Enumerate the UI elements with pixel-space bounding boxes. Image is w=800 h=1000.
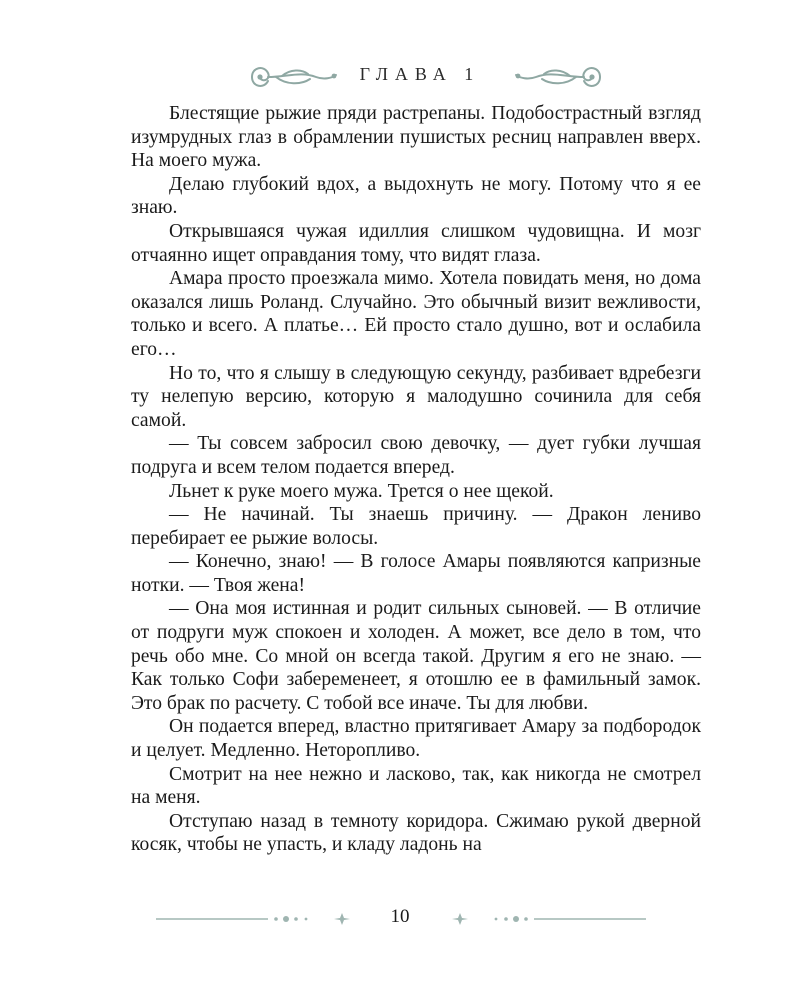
paragraph: — Конечно, знаю! — В голосе Амары появляются капризные нотки. — Твоя жена! [131,551,701,596]
paragraph: Делаю глубокий вдох, а выдохнуть не могу. Потому что я ее знаю. [131,173,701,219]
paragraph: Блестящие рыжие пряди растрепаны. Подобострастный взгляд изумрудных глаз в обрамлении пушистых ресниц направлен вверх. На моего мужа. [131,103,701,172]
paragraph: — Она моя истинная и родит сильных сыновей. — В отличие от подруги муж спокоен и холоден. А может, все дело в том, что речь обо мне. Со мной он всегда такой. Другим я его не знаю. — Как только Софи забеременеет, я отошлю ее в фамильный замок. Это брак по расчету. С тобой все иначе. Ты для любви. [131,598,701,714]
page-number: 10 [390,906,410,927]
footer-rule-left-icon [156,912,356,926]
paragraph: Смотрит на нее нежно и ласково, так, как никогда не смотрел на меня. [131,763,701,809]
paragraph: Но то, что я слышу в следующую секунду, разбивает вдребезги ту нелепую версию, которую я малодушно сочинила для себя самой. [131,362,701,431]
footer-rule-right-icon [446,912,646,926]
paragraph: Льнет к руке моего мужа. Трется о нее щекой. [169,480,554,502]
paragraph: Амара просто проезжала мимо. Хотела повидать меня, но дома оказался лишь Роланд. Случайно. Это обычный визит вежливости, только и всего. А платье… Ей просто стало душно, вот и ослабила его… [131,268,701,360]
flourish-left-icon [246,59,340,95]
paragraph: — Не начинай. Ты знаешь причину. — Дракон лениво перебирает ее рыжие волосы. [131,504,701,549]
page-footer [0,902,800,942]
flourish-right-icon [512,59,606,95]
paragraph: Открывшаяся чужая идиллия слишком чудовищна. И мозг отчаянно ищет оправдания тому, что видят глаза. [131,220,701,266]
paragraph: — Ты совсем забросил свою девочку, — дует губки лучшая подруга и всем телом подается вперед. [131,433,701,478]
paragraph: Отступаю назад в темноту коридора. Сжимаю рукой дверной косяк, чтобы не упасть, и кладу ладонь на [131,810,701,856]
body-text [131,102,701,857]
paragraph: Он подается вперед, властно притягивает Амару за подбородок и целует. Медленно. Неторопливо. [131,716,701,762]
chapter-title: ГЛАВА 1 [359,64,481,84]
chapter-header [0,55,800,101]
